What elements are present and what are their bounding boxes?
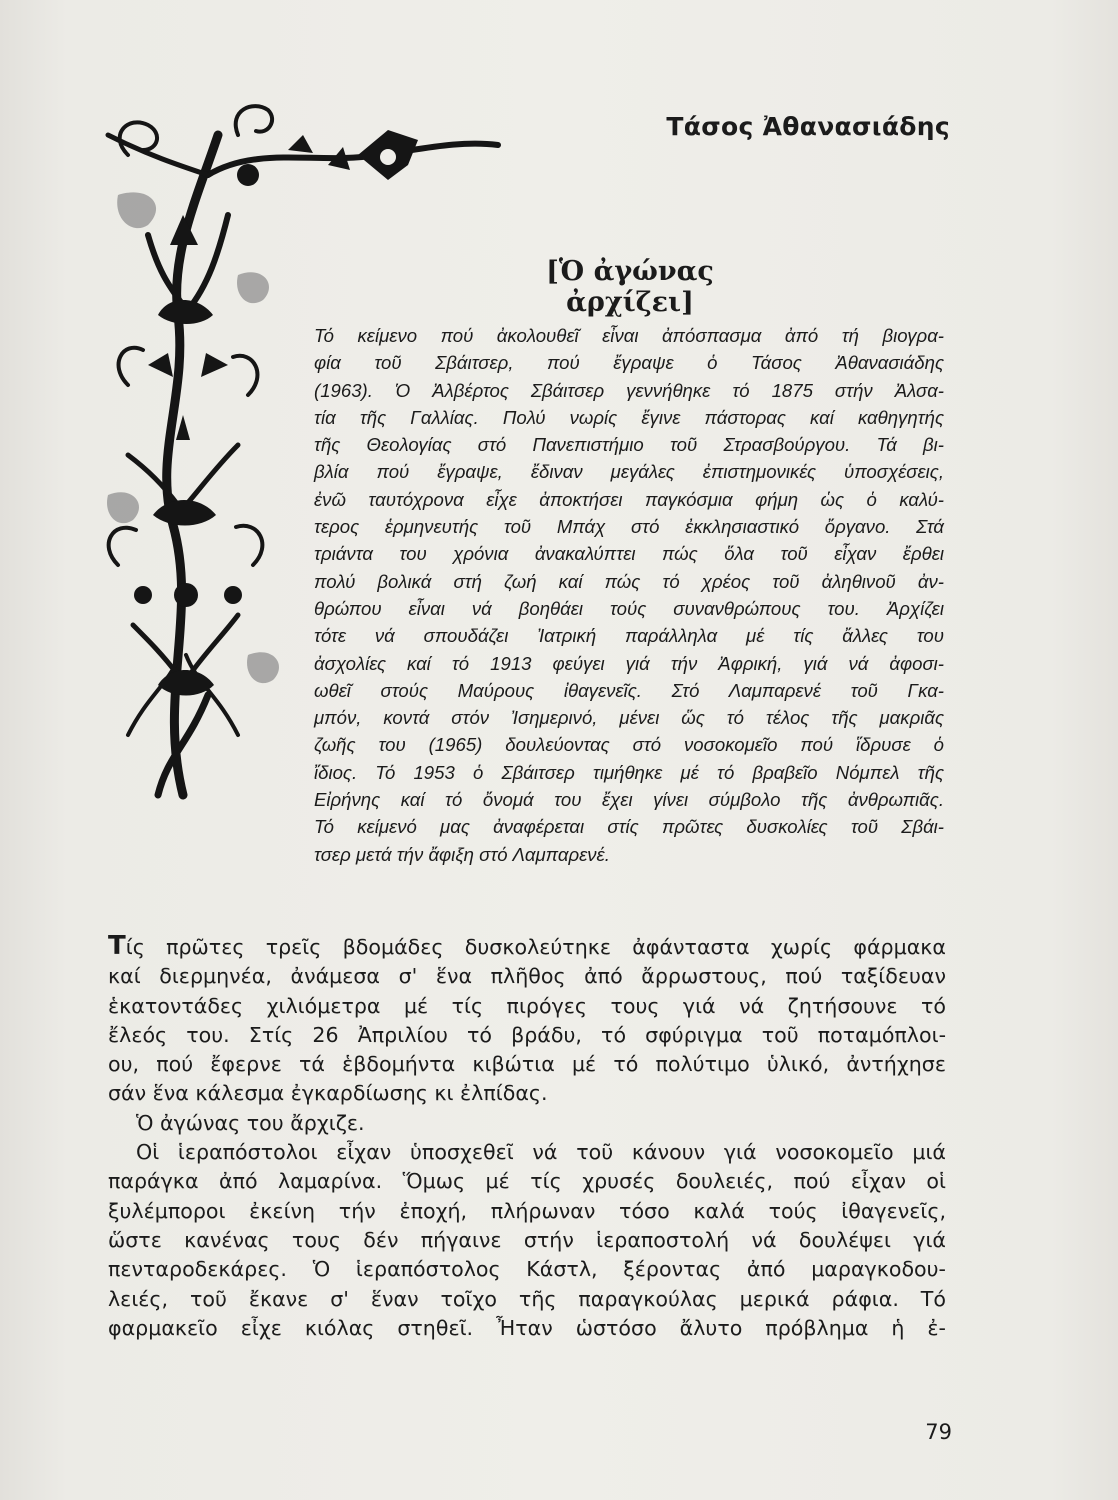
body-line: λειές, τοῦ ἔκανε σ' ἕναν τοῖχο τῆς παραγκούλας μερικά ράφια. Τό	[108, 1286, 946, 1311]
body-line: καί διερμηνέα, ἀνάμεσα σ' ἕνα πλῆθος ἀπό ἄρρωστους, πού ταξίδευαν	[108, 964, 946, 989]
intro-line: ἴδιος. Τό 1953 ὁ Σβάιτσερ τιμήθηκε μέ τό βραβεῖο Νόμπελ τῆς	[314, 761, 944, 783]
chapter-title: [Ὁ ἀγώνας ἀρχίζει]	[546, 256, 714, 318]
intro-line: μπόν, κοντά στόν Ἰσημερινό, μένει ὥς τό τέλος τῆς μακριᾶς	[314, 707, 944, 729]
intro-line: Τό κείμενό μας ἀναφέρεται στίς πρῶτες δυσκολίες τοῦ Σβάι-	[314, 816, 944, 838]
intro-line: βλία πού ἔγραψε, ἔδιναν μεγάλες ἐπιστημονικές ὑποσχέσεις,	[314, 461, 944, 483]
body-line-text: ίς πρῶτες τρεῖς βδομάδες δυσκολεύτηκε ἀφάνταστα χωρίς φάρμακα	[125, 935, 946, 959]
body-line: Ὁ ἀγώνας του ἄρχιζε.	[136, 1110, 365, 1135]
intro-line: Εἰρήνης καί τό ὄνομά του ἔχει γίνει σύμβολο τῆς ἀνθρωπιᾶς.	[314, 789, 944, 811]
body-line: ἔλεός του. Στίς 26 Ἀπριλίου τό βράδυ, τό σφύριγμα τοῦ ποταμόπλοι-	[108, 1022, 946, 1047]
body-line	[108, 932, 946, 962]
author-name: Τάσος Ἀθανασιάδης	[666, 112, 950, 141]
body-line: ἑκατοντάδες χιλιόμετρα μέ τίς πιρόγες τους γιά νά ζητήσουνε τό	[108, 993, 946, 1018]
intro-line: ωθεῖ στούς Μαύρους ἰθαγενεῖς. Στό Λαμπαρενέ τοῦ Γκα-	[314, 679, 944, 701]
intro-line: ζωῆς του (1965) δουλεύοντας στό νοσοκομεῖο πού ἵδρυσε ὁ	[314, 734, 944, 756]
intro-line: Τό κείμενο πού ἀκολουθεῖ εἶναι ἀπόσπασμα ἀπό τή βιογρα-	[314, 325, 944, 346]
body-text	[108, 932, 946, 1343]
body-line: παράγκα ἀπό λαμαρίνα. Ὅμως μέ τίς χρυσές δουλειές, πού εἶχαν οἱ	[108, 1169, 946, 1194]
intro-line: πολύ βολικά στή ζωή καί πώς τό χρέος τοῦ ἀληθινοῦ ἀν-	[314, 570, 944, 592]
drop-cap: Τ	[108, 931, 126, 961]
intro-line: τσερ μετά τήν ἄφιξη στό Λαμπαρενέ.	[314, 843, 610, 865]
body-line: ξυλέμποροι ἐκείνη τήν ἐποχή, πλήρωναν τόσο καλά τούς ἰθαγενεῖς,	[108, 1198, 946, 1223]
body-line: σάν ἕνα κάλεσμα ἐγκαρδίωσης κι ἐλπίδας.	[108, 1081, 548, 1106]
intro-line: θρώπου εἶναι νά βοηθάει τούς συνανθρώπους του. Ἀρχίζει	[314, 597, 944, 619]
body-line: ου, πού ἔφερνε τά ἑβδομήντα κιβώτια μέ τό πολύτιμο ὑλικό, ἀντήχησε	[108, 1052, 946, 1077]
body-line: ὥστε κανένας τους δέν πήγαινε στήν ἱεραποστολή νά δουλέψει γιά	[108, 1227, 946, 1252]
intro-line: τότε νά σπουδάζει Ἰατρική παράλληλα μέ τίς ἄλλες του	[314, 625, 944, 647]
intro-line: ἀσχολίες καί τό 1913 φεύγει γιά τήν Ἀφρική, γιά νά ἀφοσι-	[314, 652, 944, 674]
body-line: Οἱ ἱεραπόστολοι εἶχαν ὑποσχεθεῖ νά τοῦ κάνουν γιά νοσοκομεῖο μιά	[136, 1140, 946, 1165]
intro-line: τῆς Θεολογίας στό Πανεπιστήμιο τοῦ Στρασβούργου. Τά βι-	[314, 434, 944, 456]
intro-line: φία τοῦ Σβάιτσερ, πού ἔγραψε ὁ Τάσος Ἀθανασιάδης	[314, 352, 944, 374]
intro-line: ἐνῶ ταυτόχρονα εἶχε ἀποκτήσει παγκόσμια φήμη ὡς ὁ καλύ-	[314, 488, 944, 510]
intro-line: τριάντα του χρόνια ἀνακαλύπτει πώς ὅλα τοῦ εἶχαν ἔρθει	[314, 543, 944, 565]
intro-line: τία τῆς Γαλλίας. Πολύ νωρίς ἔγινε πάστορας καί καθηγητής	[314, 406, 944, 428]
body-line: φαρμακεῖο εἶχε κιόλας στηθεῖ. Ἦταν ὡστόσο ἄλυτο πρόβλημα ἡ ἐ-	[108, 1315, 946, 1340]
body-line: πενταροδεκάρες. Ὁ ἱεραπόστολος Κάστλ, ξέροντας ἀπό μαραγκοδου-	[108, 1257, 946, 1282]
intro-paragraph	[314, 322, 944, 868]
page-number: 79	[925, 1420, 952, 1444]
intro-line: (1963). Ὁ Ἀλβέρτος Σβάιτσερ γεννήθηκε τό 1875 στήν Ἀλσα-	[314, 379, 944, 401]
intro-line: τερος ἑρμηνευτής τοῦ Μπάχ στό ἐκκλησιαστικό ὄργανο. Στά	[314, 516, 944, 538]
